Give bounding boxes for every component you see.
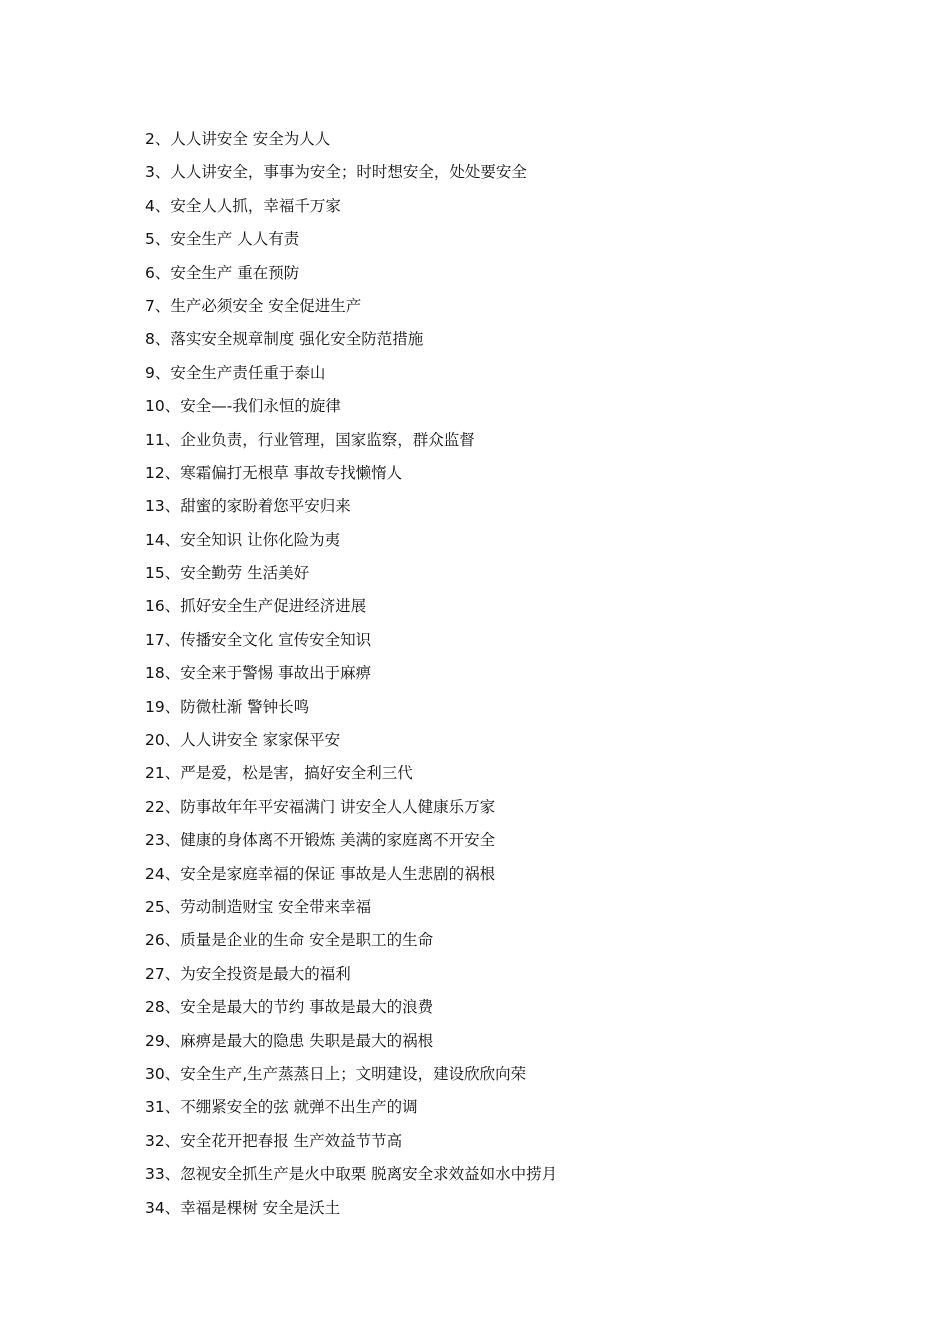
slogan-line: 16、抓好安全生产促进经济进展 bbox=[145, 597, 367, 616]
slogan-line: 20、人人讲安全 家家保平安 bbox=[145, 731, 341, 750]
slogan-line: 34、幸福是棵树 安全是沃土 bbox=[145, 1198, 341, 1217]
slogan-line: 19、防微杜渐 警钟长鸣 bbox=[145, 697, 310, 716]
slogan-line: 26、质量是企业的生命 安全是职工的生命 bbox=[145, 931, 434, 950]
slogan-line: 8、落实安全规章制度 强化安全防范措施 bbox=[145, 330, 424, 349]
slogan-line: 24、安全是家庭幸福的保证 事故是人生悲剧的祸根 bbox=[145, 864, 496, 883]
slogan-line: 13、甜蜜的家盼着您平安归来 bbox=[145, 497, 351, 516]
slogan-line: 33、忽视安全抓生产是火中取栗 脱离安全求效益如水中捞月 bbox=[145, 1165, 558, 1184]
slogan-line: 18、安全来于警惕 事故出于麻痹 bbox=[145, 664, 372, 683]
slogan-line: 5、安全生产 人人有责 bbox=[145, 230, 300, 249]
slogan-line: 9、安全生产责任重于泰山 bbox=[145, 363, 326, 382]
slogan-line: 22、防事故年年平安福满门 讲安全人人健康乐万家 bbox=[145, 797, 496, 816]
slogan-line: 30、安全生产,生产蒸蒸日上；文明建设，建设欣欣向荣 bbox=[145, 1064, 527, 1083]
slogan-line: 6、安全生产 重在预防 bbox=[145, 263, 300, 282]
slogan-line: 15、安全勤劳 生活美好 bbox=[145, 564, 310, 583]
slogan-line: 4、安全人人抓，幸福千万家 bbox=[145, 196, 341, 215]
slogan-line: 7、生产必须安全 安全促进生产 bbox=[145, 296, 362, 315]
slogan-line: 12、寒霜偏打无根草 事故专找懒惰人 bbox=[145, 463, 403, 482]
slogan-line: 23、健康的身体离不开锻炼 美满的家庭离不开安全 bbox=[145, 831, 496, 850]
slogan-line: 27、为安全投资是最大的福利 bbox=[145, 964, 351, 983]
slogan-line: 2、人人讲安全 安全为人人 bbox=[145, 130, 331, 148]
slogan-line: 29、麻痹是最大的隐患 失职是最大的祸根 bbox=[145, 1031, 434, 1050]
slogan-line: 21、严是爱，松是害，搞好安全利三代 bbox=[145, 764, 413, 783]
slogan-line: 25、劳动制造财宝 安全带来幸福 bbox=[145, 897, 372, 916]
slogan-line: 28、安全是最大的节约 事故是最大的浪费 bbox=[145, 998, 434, 1017]
slogan-line: 31、不绷紧安全的弦 就弹不出生产的调 bbox=[145, 1098, 418, 1117]
slogan-line: 14、安全知识 让你化险为夷 bbox=[145, 530, 341, 549]
slogan-line: 10、安全—-我们永恒的旋律 bbox=[145, 397, 341, 416]
slogan-list bbox=[145, 125, 557, 1227]
slogan-line: 11、企业负责，行业管理，国家监察，群众监督 bbox=[145, 430, 475, 449]
slogan-line: 17、传播安全文化 宣传安全知识 bbox=[145, 630, 372, 649]
slogan-line: 3、人人讲安全，事事为安全；时时想安全，处处要安全 bbox=[145, 163, 527, 182]
slogan-line: 32、安全花开把春报 生产效益节节高 bbox=[145, 1131, 403, 1150]
